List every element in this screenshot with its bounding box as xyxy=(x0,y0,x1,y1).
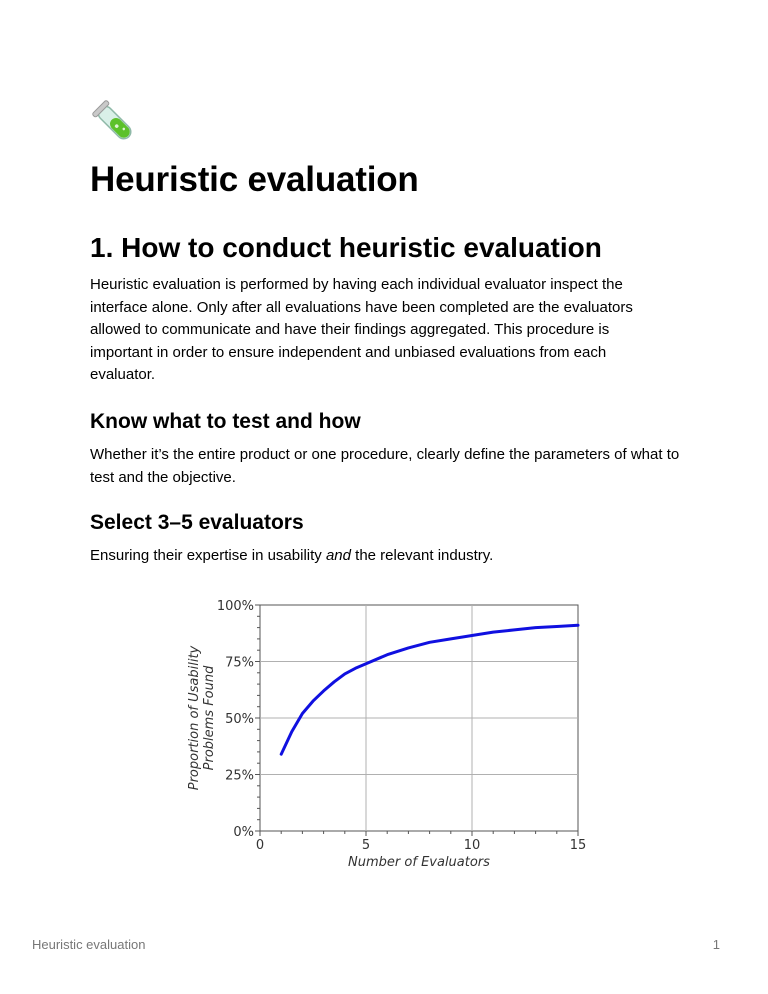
intro-paragraph: Heuristic evaluation is performed by having each individual evaluator inspect the interface alone. Only after all evaluations have been completed are the evaluators allowed to communicate and have their findings aggregated. This procedure is important in order to ensure independent and unbiased evaluations from each evaluator. xyxy=(90,276,633,383)
y-tick-label: 25% xyxy=(225,768,254,784)
x-tick-label: 10 xyxy=(463,838,481,853)
page-number: 1 xyxy=(712,937,720,952)
select-evaluators-paragraph xyxy=(90,545,680,568)
y-tick-label: 100% xyxy=(216,599,254,614)
para3-text-after: the relevant industry. xyxy=(350,547,494,564)
footer-title: Heuristic evaluation xyxy=(32,937,146,952)
x-tick-label: 15 xyxy=(569,838,587,853)
para3-emphasis: and xyxy=(325,547,351,564)
y-tick-label: 75% xyxy=(225,655,254,671)
x-tick-label: 5 xyxy=(361,838,371,853)
x-axis-label: Number of Evaluators xyxy=(348,855,490,870)
para3-text-before: Ensuring their expertise in usability xyxy=(90,547,326,564)
y-tick-label: 50% xyxy=(225,712,254,727)
section-heading: 1. How to conduct heuristic evaluation xyxy=(90,232,602,263)
y-axis-label-line2: Problems Found xyxy=(202,665,217,771)
subheading-select-evaluators: Select 3–5 evaluators xyxy=(90,511,304,534)
subheading-what-to-test: Know what to test and how xyxy=(90,410,361,433)
y-tick-label: 0% xyxy=(233,825,254,840)
chart-svg xyxy=(180,590,600,875)
x-tick-label: 0 xyxy=(255,838,265,853)
document-title: Heuristic evaluation xyxy=(90,160,419,199)
y-axis-label-line1: Proportion of Usability xyxy=(187,645,202,791)
evaluators-chart xyxy=(180,590,600,875)
what-to-test-paragraph: Whether it’s the entire product or one procedure, clearly define the parameters of what to test and the objective. xyxy=(90,446,680,486)
test-tube-icon xyxy=(88,96,144,152)
